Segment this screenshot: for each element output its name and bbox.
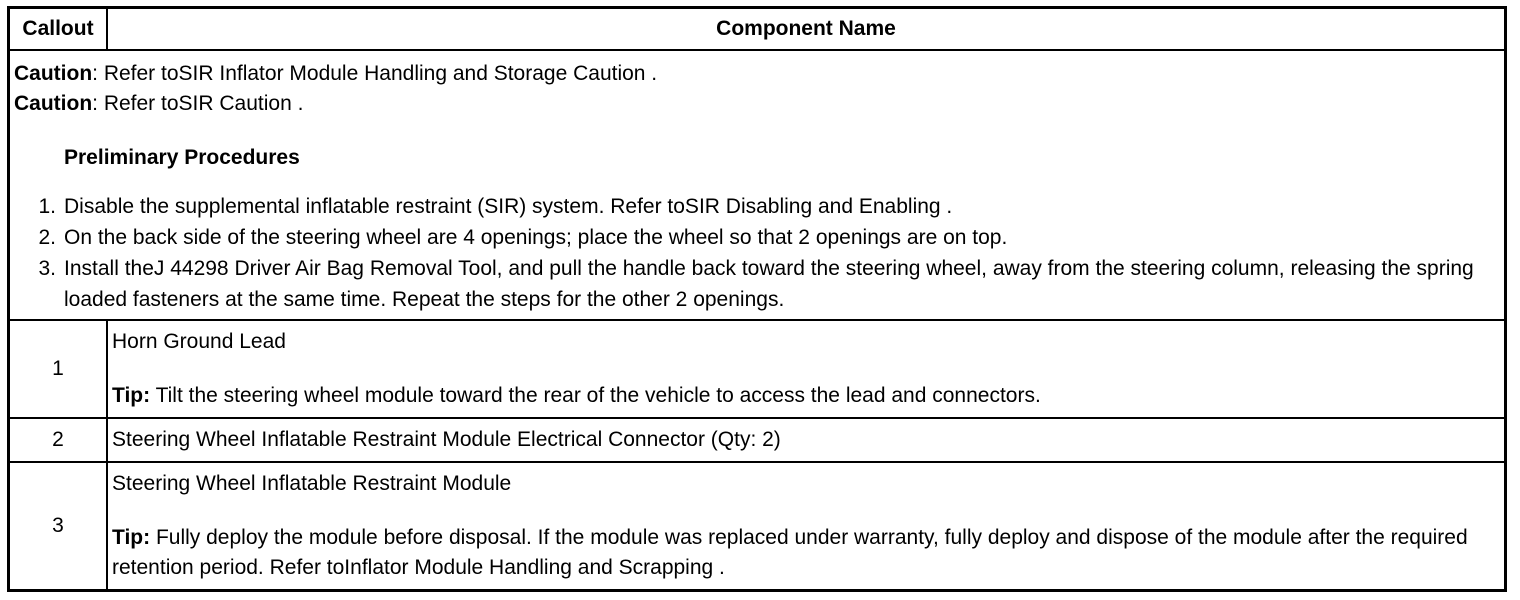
component-name: Steering Wheel Inflatable Restraint Module Electrical Connector (Qty: 2)	[112, 428, 781, 451]
tip-block	[112, 381, 1500, 411]
component-cell	[107, 418, 1506, 462]
component-cell	[107, 320, 1506, 418]
intro-cell	[9, 50, 1506, 320]
step-text: On the back side of the steering wheel are 4 openings; place the wheel so that 2 openings are on top.	[64, 226, 1008, 249]
step-number: 3.	[38, 257, 56, 280]
tip-label: Tip:	[112, 384, 151, 407]
tip-text: Tilt the steering wheel module toward the rear of the vehicle to access the lead and connectors.	[150, 384, 1041, 407]
caution-text: : Refer toSIR Inflator Module Handling and Storage Caution .	[92, 62, 658, 85]
procedure-table	[7, 6, 1507, 592]
step-number: 1.	[38, 195, 56, 218]
procedure-table-wrapper	[7, 6, 1507, 592]
step-text: Disable the supplemental inflatable restraint (SIR) system. Refer toSIR Disabling and Enabling .	[64, 195, 953, 218]
tip-label: Tip:	[112, 526, 151, 549]
header-callout: Callout	[9, 8, 108, 51]
callout-number: 3	[9, 462, 108, 591]
caution-label: Caution	[14, 62, 93, 85]
caution-text: : Refer toSIR Caution .	[92, 92, 304, 115]
component-cell	[107, 462, 1506, 591]
caution-line	[14, 89, 1500, 119]
component-name: Steering Wheel Inflatable Restraint Module	[112, 472, 512, 495]
header-row	[9, 8, 1506, 51]
step-number: 2.	[38, 226, 56, 249]
step-text: Install theJ 44298 Driver Air Bag Removal Tool, and pull the handle back toward the steering wheel, away from the steering column, releasing the spring loaded fasteners at the same time. Repeat the steps for the other 2 openings.	[64, 257, 1474, 311]
callout-number: 1	[9, 320, 108, 418]
table-row	[9, 418, 1506, 462]
tip-block	[112, 523, 1500, 583]
list-item	[14, 191, 1500, 222]
list-item	[14, 222, 1500, 253]
header-component-name: Component Name	[107, 8, 1506, 51]
caution-line	[14, 59, 1500, 89]
caution-label: Caution	[14, 92, 93, 115]
callout-number: 2	[9, 418, 108, 462]
preliminary-procedures-title: Preliminary Procedures	[64, 146, 300, 169]
table-row	[9, 320, 1506, 418]
tip-text: Fully deploy the module before disposal. If the module was replaced under warranty, fully deploy and dispose of the module after the required retention period. Refer toInflator Module Handling and Scrapping .	[112, 526, 1468, 579]
component-name: Horn Ground Lead	[112, 330, 286, 353]
preliminary-steps-list	[14, 191, 1500, 315]
list-item	[14, 253, 1500, 315]
table-row	[9, 462, 1506, 591]
intro-row	[9, 50, 1506, 320]
